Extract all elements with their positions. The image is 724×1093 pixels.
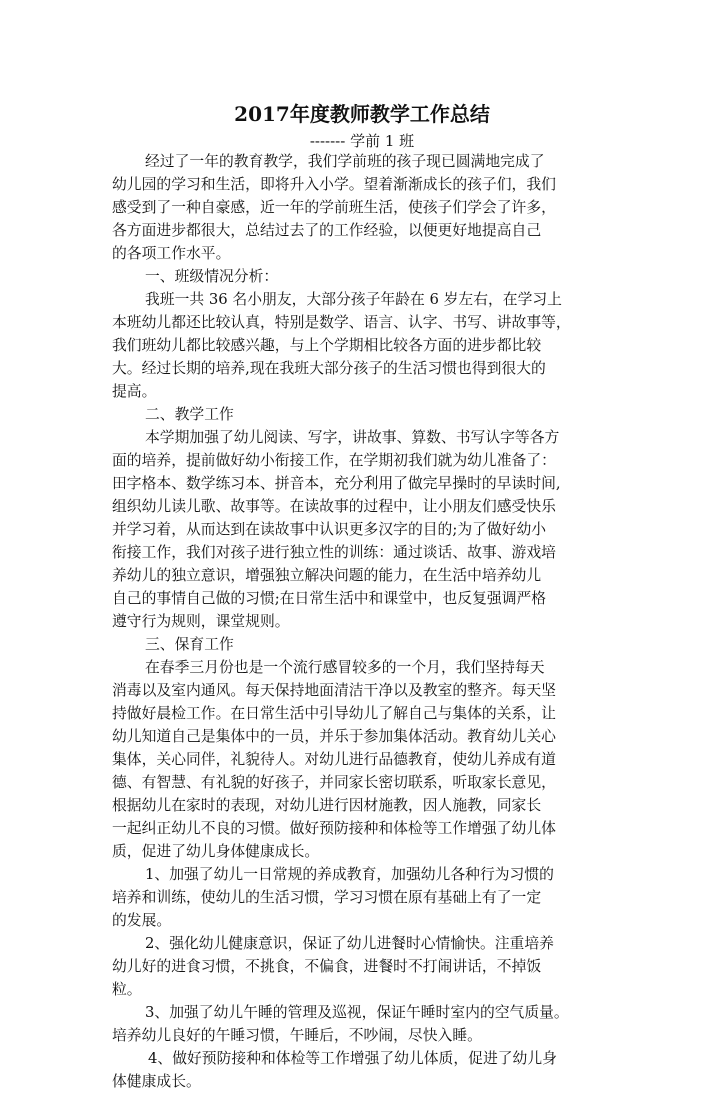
paragraph-line: 自己的事情自己做的习惯;在日常生活中和课堂中，也反复强调严格 <box>112 590 547 607</box>
list-item-1: 1、加强了幼儿一日常规的养成教育，加强幼儿各种行为习惯的 <box>145 866 554 883</box>
paragraph-line: 培养和训练，使幼儿的生活习惯，学习习惯在原有基础上有了一定 <box>112 889 542 906</box>
paragraph-line: 衔接工作，我们对孩子进行独立性的训练：通过谈话、故事、游戏培 <box>112 544 556 561</box>
paragraph-line: 在春季三月份也是一个流行感冒较多的一个月，我们坚持每天 <box>145 659 545 676</box>
paragraph-line: 幼儿好的进食习惯，不挑食，不偏食，进餐时不打闹讲话，不掉饭 <box>112 958 542 975</box>
paragraph-line: 一起纠正幼儿不良的习惯。做好预防接种和体检等工作增强了幼儿体 <box>112 820 556 837</box>
paragraph-line: 持做好晨检工作。在日常生活中引导幼儿了解自己与集体的关系，让 <box>112 705 556 722</box>
paragraph-line: 德、有智慧、有礼貌的好孩子，并同家长密切联系，听取家长意见， <box>112 774 556 791</box>
paragraph-line: 根据幼儿在家时的表现，对幼儿进行因材施教，因人施教，同家长 <box>112 797 542 814</box>
paragraph-line: 质，促进了幼儿身体健康成长。 <box>112 843 320 860</box>
paragraph-line: 大。经过长期的培养,现在我班大部分孩子的生活习惯也得到很大的 <box>112 360 546 377</box>
paragraph-line: 面的培养，提前做好幼小衔接工作，在学期初我们就为幼儿准备了： <box>112 452 556 469</box>
list-item-4: 4、做好预防接种和体检等工作增强了幼儿体质，促进了幼儿身 <box>148 1050 557 1067</box>
paragraph-line: 体健康成长。 <box>112 1073 201 1090</box>
paragraph-line: 田字格本、数学练习本、拼音本，充分利用了做完早操时的早读时间, <box>112 475 561 492</box>
paragraph-line: 提高。 <box>112 383 157 400</box>
paragraph-line: 我们班幼儿都比较感兴趣，与上个学期相比较各方面的进步都比较 <box>112 337 542 354</box>
section-heading-care-work: 三、保育工作 <box>145 636 234 653</box>
paragraph-line: 经过了一年的教育教学，我们学前班的孩子现已圆满地完成了 <box>145 153 545 170</box>
paragraph-line: 幼儿园的学习和生活，即将升入小学。望着渐渐成长的孩子们，我们 <box>112 176 556 193</box>
paragraph-line: 并学习着，从而达到在读故事中认识更多汉字的目的;为了做好幼小 <box>112 521 547 538</box>
section-heading-class-analysis: 一、班级情况分析： <box>145 268 279 285</box>
paragraph-line: 本班幼儿都还比较认真，特别是数学、语言、认字、书写、讲故事等， <box>112 314 571 331</box>
document-title: 2017年度教师教学工作总结 <box>234 102 490 126</box>
document-subtitle: ------- 学前 1 班 <box>309 132 415 150</box>
paragraph-line: 我班一共 36 名小朋友，大部分孩子年龄在 6 岁左右，在学习上 <box>145 291 562 308</box>
paragraph-line: 幼儿知道自己是集体中的一员，并乐于参加集体活动。教育幼儿关心 <box>112 728 556 745</box>
paragraph-line: 消毒以及室内通风。每天保持地面清洁干净以及教室的整齐。每天坚 <box>112 682 556 699</box>
paragraph-line: 养幼儿的独立意识，增强独立解决问题的能力，在生活中培养幼儿 <box>112 567 542 584</box>
paragraph-line: 培养幼儿良好的午睡习惯，午睡后，不吵闹，尽快入睡。 <box>112 1027 482 1044</box>
paragraph-line: 的发展。 <box>112 912 172 929</box>
paragraph-line: 组织幼儿读儿歌、故事等。在读故事的过程中，让小朋友们感受快乐 <box>112 498 556 515</box>
paragraph-line: 本学期加强了幼儿阅读、写字，讲故事、算数、书写认字等各方 <box>145 429 560 446</box>
paragraph-line: 各方面进步都很大，总结过去了的工作经验，以便更好地提高自己 <box>112 222 542 239</box>
paragraph-line: 粒。 <box>112 981 142 998</box>
paragraph-line: 集体，关心同伴，礼貌待人。对幼儿进行品德教育，使幼儿养成有道 <box>112 751 556 768</box>
paragraph-line: 感受到了一种自豪感，近一年的学前班生活，使孩子们学会了许多， <box>112 199 556 216</box>
document-body <box>112 150 624 1093</box>
section-heading-teaching-work: 二、教学工作 <box>145 406 234 423</box>
list-item-2: 2、强化幼儿健康意识，保证了幼儿进餐时心情愉快。注重培养 <box>145 935 554 952</box>
list-item-3: 3、加强了幼儿午睡的管理及巡视，保证午睡时室内的空气质量。 <box>145 1004 569 1021</box>
paragraph-line: 的各项工作水平。 <box>112 245 231 262</box>
paragraph-line: 遵守行为规则，课堂规则。 <box>112 613 290 630</box>
